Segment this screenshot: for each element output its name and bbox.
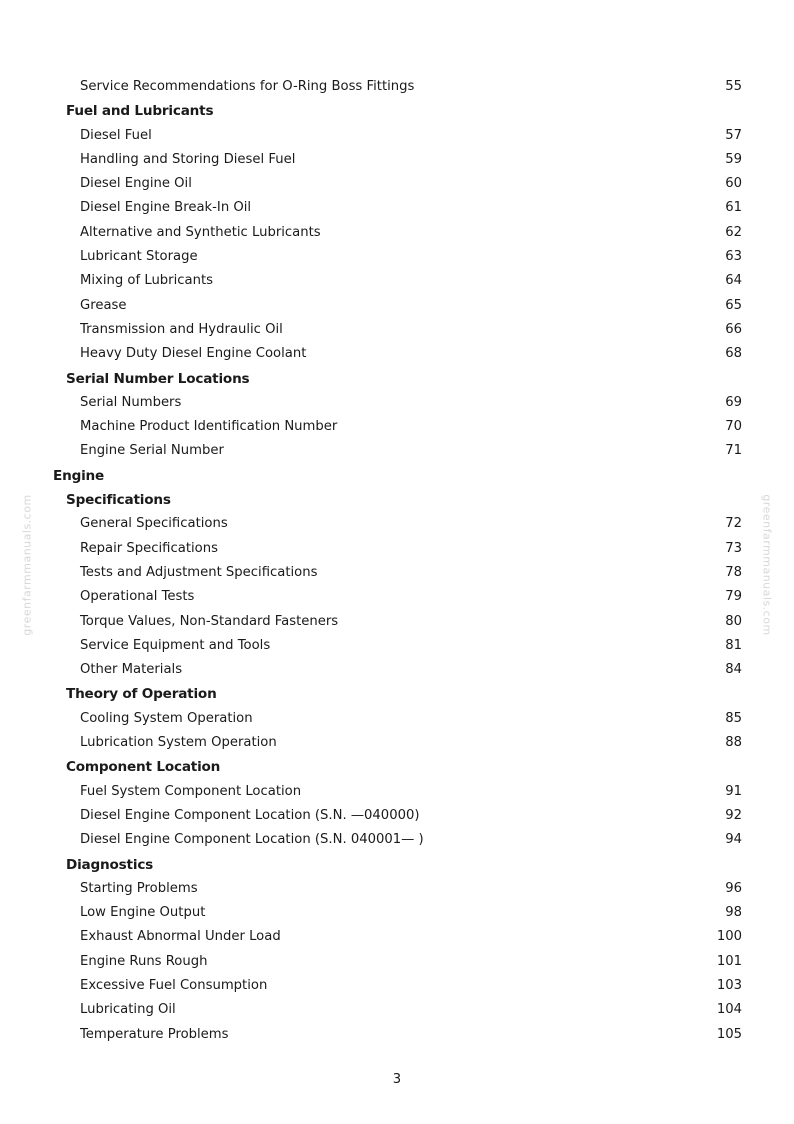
- toc-entry-page-number: 101: [716, 953, 742, 969]
- table-of-contents: [0, 75, 794, 1047]
- toc-section-title: Specifications: [66, 492, 171, 509]
- page-number: 3: [392, 1072, 402, 1087]
- toc-entry-page-number: 57: [725, 127, 742, 143]
- toc-entry-fuel-system-component-location[interactable]: [0, 780, 794, 804]
- toc-entry-lubricant-storage[interactable]: [0, 245, 794, 269]
- toc-entry-diesel-engine-component-location-s-n-040000[interactable]: [0, 804, 794, 828]
- toc-entry-starting-problems[interactable]: [0, 877, 794, 901]
- toc-entry-page-number: 65: [725, 297, 742, 313]
- toc-entry-page-number: 73: [725, 540, 742, 556]
- toc-entry-page-number: 92: [725, 807, 742, 823]
- toc-entry-grease[interactable]: [0, 294, 794, 318]
- toc-entry-excessive-fuel-consumption[interactable]: [0, 974, 794, 998]
- toc-entry-page-number: 94: [725, 832, 742, 848]
- toc-entry-page-number: 81: [725, 637, 742, 653]
- toc-entry-torque-values-non-standard-fasteners[interactable]: [0, 610, 794, 634]
- toc-entry-title: Diesel Engine Break-In Oil: [80, 200, 252, 216]
- toc-entry-service-recommendations-for-o-ring-boss-fittings[interactable]: [0, 75, 794, 99]
- toc-entry-engine-runs-rough[interactable]: [0, 950, 794, 974]
- toc-entry-title: Exhaust Abnormal Under Load: [80, 929, 281, 945]
- toc-entry-title: Lubrication System Operation: [80, 735, 277, 751]
- toc-entry-page-number: 59: [725, 151, 742, 167]
- toc-entry-title: Machine Product Identification Number: [80, 419, 338, 435]
- toc-entry-exhaust-abnormal-under-load[interactable]: [0, 925, 794, 949]
- toc-entry-tests-and-adjustment-specifications[interactable]: [0, 561, 794, 585]
- toc-entry-title: Engine Runs Rough: [80, 953, 208, 969]
- toc-entry-page-number: 62: [725, 224, 742, 240]
- toc-entry-title: Transmission and Hydraulic Oil: [80, 321, 283, 337]
- toc-entry-title: Service Equipment and Tools: [80, 637, 271, 653]
- toc-section-title: Serial Number Locations: [66, 370, 250, 387]
- toc-entry-serial-numbers[interactable]: [0, 391, 794, 415]
- toc-entry-operational-tests[interactable]: [0, 585, 794, 609]
- toc-entry-title: Torque Values, Non-Standard Fasteners: [80, 613, 339, 629]
- toc-entry-page-number: 70: [725, 419, 742, 435]
- toc-entry-page-number: 72: [725, 516, 742, 532]
- watermark-right: greenfarmmanuals.com: [760, 494, 774, 636]
- toc-section-diagnostics[interactable]: [0, 853, 794, 877]
- toc-entry-title: Diesel Fuel: [80, 127, 152, 143]
- toc-entry-title: Diesel Engine Component Location (S.N. —040000): [80, 807, 420, 823]
- toc-entry-title: Low Engine Output: [80, 905, 206, 921]
- toc-entry-title: Alternative and Synthetic Lubricants: [80, 224, 321, 240]
- toc-entry-page-number: 79: [725, 589, 742, 605]
- toc-section-serial-number-locations[interactable]: [0, 367, 794, 391]
- toc-entry-title: Serial Numbers: [80, 394, 182, 410]
- toc-entry-lubrication-system-operation[interactable]: [0, 731, 794, 755]
- toc-entry-page-number: 105: [716, 1026, 742, 1042]
- toc-entry-page-number: 100: [716, 929, 742, 945]
- toc-section-title: Diagnostics: [66, 856, 154, 873]
- toc-entry-page-number: 64: [725, 273, 742, 289]
- toc-entry-page-number: 104: [716, 1002, 742, 1018]
- toc-entry-title: Temperature Problems: [80, 1026, 229, 1042]
- toc-entry-title: Service Recommendations for O-Ring Boss Fittings: [80, 79, 415, 94]
- toc-entry-page-number: 55: [725, 79, 742, 94]
- toc-chapter-title: Engine: [53, 467, 105, 484]
- toc-section-title: Fuel and Lubricants: [66, 103, 214, 120]
- toc-entry-diesel-engine-break-in-oil[interactable]: [0, 196, 794, 220]
- toc-entry-title: Diesel Engine Component Location (S.N. 040001— ): [80, 832, 424, 848]
- toc-section-fuel-and-lubricants[interactable]: [0, 99, 794, 123]
- toc-entry-page-number: 88: [725, 735, 742, 751]
- toc-entry-title: Other Materials: [80, 662, 183, 678]
- toc-entry-diesel-fuel[interactable]: [0, 124, 794, 148]
- toc-entry-page-number: 103: [716, 977, 742, 993]
- toc-entry-page-number: 96: [725, 880, 742, 896]
- toc-section-specifications[interactable]: [0, 488, 794, 512]
- toc-chapter-engine[interactable]: [0, 464, 794, 488]
- toc-entry-heavy-duty-diesel-engine-coolant[interactable]: [0, 342, 794, 366]
- toc-entry-page-number: 68: [725, 346, 742, 362]
- toc-entry-title: Tests and Adjustment Specifications: [80, 564, 318, 580]
- toc-entry-general-specifications[interactable]: [0, 512, 794, 536]
- toc-entry-page-number: 71: [725, 443, 742, 459]
- toc-entry-page-number: 91: [725, 783, 742, 799]
- toc-entry-service-equipment-and-tools[interactable]: [0, 634, 794, 658]
- toc-section-title: Theory of Operation: [66, 686, 217, 703]
- toc-entry-page-number: 63: [725, 249, 742, 265]
- toc-entry-title: Operational Tests: [80, 589, 195, 605]
- toc-entry-transmission-and-hydraulic-oil[interactable]: [0, 318, 794, 342]
- toc-entry-page-number: 78: [725, 564, 742, 580]
- toc-entry-page-number: 60: [725, 176, 742, 192]
- toc-entry-mixing-of-lubricants[interactable]: [0, 269, 794, 293]
- toc-entry-title: Handling and Storing Diesel Fuel: [80, 151, 296, 167]
- toc-entry-title: Cooling System Operation: [80, 710, 253, 726]
- toc-entry-title: Starting Problems: [80, 880, 198, 896]
- toc-entry-page-number: 66: [725, 321, 742, 337]
- toc-entry-page-number: 98: [725, 905, 742, 921]
- toc-entry-title: Excessive Fuel Consumption: [80, 977, 268, 993]
- toc-entry-title: Mixing of Lubricants: [80, 273, 213, 289]
- watermark-left: greenfarmmanuals.com: [20, 494, 34, 636]
- toc-entry-title: General Specifications: [80, 516, 228, 532]
- toc-entry-title: Lubricating Oil: [80, 1002, 176, 1018]
- toc-entry-page-number: 61: [725, 200, 742, 216]
- toc-entry-page-number: 69: [725, 394, 742, 410]
- toc-entry-engine-serial-number[interactable]: [0, 439, 794, 463]
- toc-entry-title: Diesel Engine Oil: [80, 176, 192, 192]
- toc-entry-title: Engine Serial Number: [80, 443, 224, 459]
- toc-entry-temperature-problems[interactable]: [0, 1023, 794, 1047]
- toc-entry-page-number: 85: [725, 710, 742, 726]
- toc-entry-low-engine-output[interactable]: [0, 901, 794, 925]
- toc-entry-title: Lubricant Storage: [80, 249, 198, 265]
- toc-entry-page-number: 84: [725, 662, 742, 678]
- toc-entry-page-number: 80: [725, 613, 742, 629]
- toc-entry-lubricating-oil[interactable]: [0, 998, 794, 1022]
- toc-entry-machine-product-identification-number[interactable]: [0, 415, 794, 439]
- toc-section-component-location[interactable]: [0, 755, 794, 779]
- toc-entry-diesel-engine-component-location-s-n-040001[interactable]: [0, 828, 794, 852]
- toc-entry-repair-specifications[interactable]: [0, 537, 794, 561]
- toc-entry-title: Repair Specifications: [80, 540, 218, 556]
- toc-entry-diesel-engine-oil[interactable]: [0, 172, 794, 196]
- toc-entry-alternative-and-synthetic-lubricants[interactable]: [0, 221, 794, 245]
- toc-entry-cooling-system-operation[interactable]: [0, 707, 794, 731]
- toc-entry-title: Heavy Duty Diesel Engine Coolant: [80, 346, 307, 362]
- toc-entry-title: Grease: [80, 297, 127, 313]
- toc-entry-other-materials[interactable]: [0, 658, 794, 682]
- toc-entry-handling-and-storing-diesel-fuel[interactable]: [0, 148, 794, 172]
- toc-section-title: Component Location: [66, 759, 221, 776]
- toc-section-theory-of-operation[interactable]: [0, 682, 794, 706]
- toc-entry-title: Fuel System Component Location: [80, 783, 302, 799]
